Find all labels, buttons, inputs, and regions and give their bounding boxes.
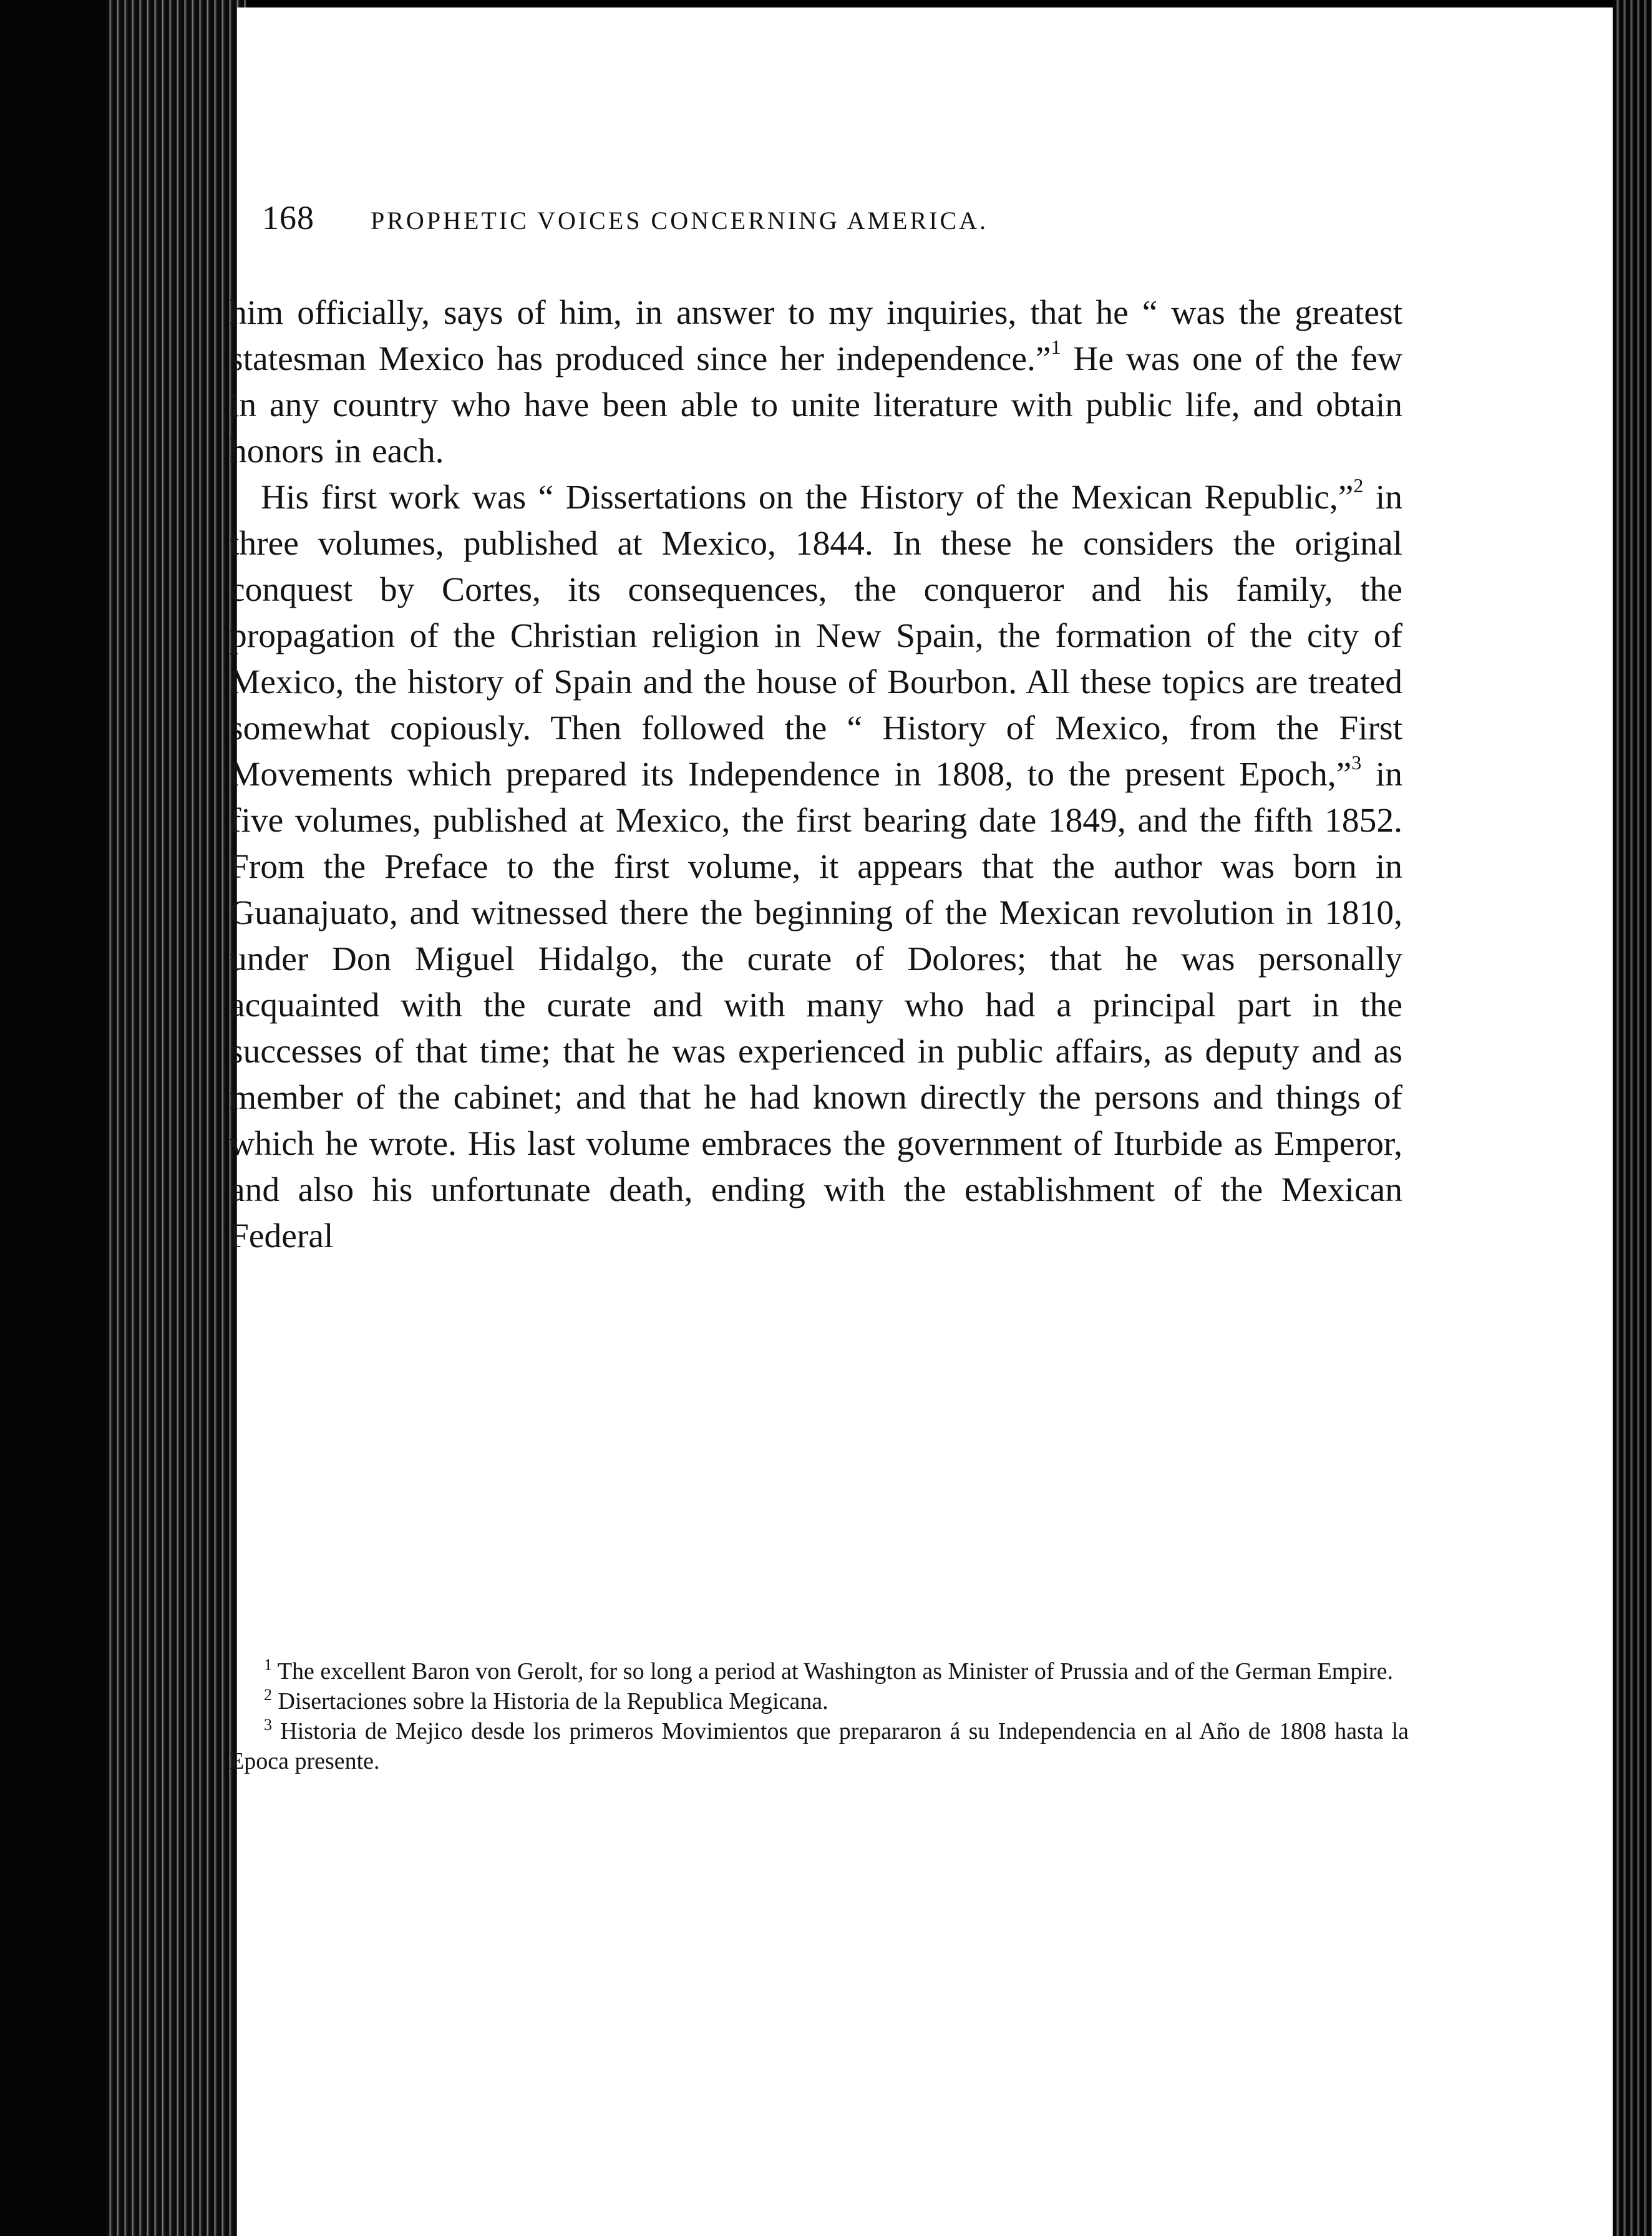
footnotes	[230, 1656, 1409, 1776]
paragraph-2	[230, 475, 1402, 1260]
footnote-text: Historia de Mejico desde los primeros Movimientos que prepararon á su Independencia en al Año de 1808 hasta la Epoca presente.	[230, 1718, 1409, 1774]
paragraph-1	[230, 290, 1402, 475]
running-head: PROPHETIC VOICES CONCERNING AMERICA.	[371, 207, 989, 235]
paragraph-1-text-b: He was one of the few in any country who have been able to unite literature with public life, and obtain honors in each.	[230, 340, 1403, 470]
footnote-text: The excellent Baron von Gerolt, for so long a period at Washington as Minister of Prussia and of the German Empire.	[272, 1658, 1393, 1684]
footnote-ref-2: 2	[1353, 474, 1364, 497]
footnote-mark: 3	[264, 1716, 272, 1734]
book-page-edges-right	[1613, 0, 1652, 2236]
page-number: 168	[262, 199, 314, 236]
footnote-ref-1: 1	[1051, 336, 1061, 358]
book-page-edges	[106, 0, 246, 2236]
paragraph-2-text-c: in five volumes, published at Mexico, the first bearing date 1849, and the fifth 1852. From the Preface to the first volume, it appears that the author was born in Guanajuato, and witnessed there the beginning of the Mexican revolution in 1810, under Don Miguel Hidalgo, the curate of Dolores; that he was personally acquainted with the curate and with many who had a principal part in the successes of that time; that he was experienced in public affairs, as deputy and as member of the cabinet; and that he had known directly the persons and things of which he wrote. His last volume embraces the government of Iturbide as Emperor, and also his unfortunate death, ending with the establishment of the Mexican Federal	[230, 756, 1402, 1255]
footnote-2	[230, 1686, 1409, 1716]
footnote-ref-3: 3	[1351, 751, 1362, 774]
body-text	[230, 290, 1402, 1260]
page-header	[262, 198, 1323, 248]
scan-background-left	[0, 0, 119, 2236]
paragraph-2-text-a: His first work was “ Dissertations on the History of the Mexican Republic,”	[261, 479, 1354, 517]
paragraph-1-text-a: him officially, says of him, in answer to my inquiries, that he “ was the greatest statesman Mexico has produced since her independence.”	[230, 294, 1402, 378]
footnote-1	[230, 1656, 1409, 1686]
footnote-mark: 2	[264, 1686, 272, 1704]
paragraph-2-text-b: in three volumes, published at Mexico, 1844. In these he considers the original conquest by Cortes, its consequences, the conqueror and his family, the propagation of the Christian religion in New Spain, the formation of the city of Mexico, the history of Spain and the house of Bourbon. All these topics are treated somewhat copiously. Then followed the “ History of Mexico, from the First Movements which prepared its Independence in 1808, to the present Epoch,”	[230, 479, 1403, 794]
footnote-mark: 1	[264, 1656, 272, 1674]
footnote-text: Disertaciones sobre la Historia de la Republica Megicana.	[272, 1688, 828, 1714]
footnote-3	[230, 1716, 1409, 1776]
